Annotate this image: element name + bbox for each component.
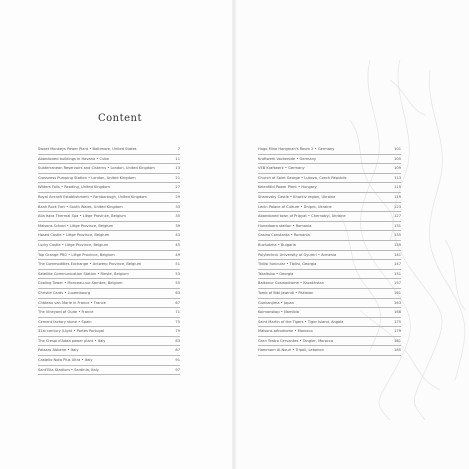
toc-entry[interactable] bbox=[38, 251, 180, 261]
toc-entry-title: Crossness Pumping Station • London, United Kingdom bbox=[38, 175, 136, 180]
toc-entry[interactable] bbox=[38, 337, 180, 347]
toc-entry[interactable] bbox=[258, 222, 401, 232]
toc-list-left bbox=[38, 145, 180, 375]
toc-entry-title: Hugo Mine Hangman's Room 2 • Germany bbox=[258, 147, 335, 151]
toc-entry[interactable] bbox=[38, 231, 180, 241]
toc-entry[interactable] bbox=[38, 279, 180, 289]
toc-entry-title: Kolmanskop • Namibia bbox=[258, 310, 299, 315]
toc-entry[interactable] bbox=[258, 318, 401, 328]
toc-entry-page: 43 bbox=[175, 233, 180, 238]
toc-entry-title: Château van Marle in France • France bbox=[38, 300, 106, 305]
toc-entry-title: Tskaltubo • Georgia bbox=[258, 271, 294, 276]
toc-entry[interactable] bbox=[258, 241, 401, 251]
toc-entry-title: Tomb of Bibi Jawindi • Pakistan bbox=[258, 290, 314, 295]
toc-entry-page: 45 bbox=[175, 242, 180, 247]
toc-entry[interactable] bbox=[258, 346, 401, 356]
toc-entry-title: Castello Noto Plus Ultra • Italy bbox=[38, 358, 93, 363]
toc-entry-page: 35 bbox=[175, 214, 180, 219]
toc-entry[interactable] bbox=[258, 212, 401, 222]
toc-entry-title: Kelenföld Power Plant • Hungary bbox=[258, 185, 317, 190]
toc-entry-title: Hammam Al-Nouri • Tripoli, Lebanon bbox=[258, 348, 324, 353]
toc-entry-title: Gran Teatro Cervantes • Tangier, Morocco bbox=[258, 338, 334, 343]
toc-entry-page: 185 bbox=[394, 348, 401, 353]
toc-entry-page: 21 bbox=[175, 175, 180, 180]
toc-entry-page: 123 bbox=[394, 204, 401, 209]
toc-entry[interactable] bbox=[258, 337, 401, 347]
toc-entry-title: Gunkanjima • Japan bbox=[258, 300, 294, 305]
toc-entry-page: 161 bbox=[394, 290, 401, 295]
toc-entry[interactable] bbox=[38, 270, 180, 280]
toc-entry[interactable] bbox=[258, 174, 401, 184]
toc-entry-page: 105 bbox=[394, 156, 401, 161]
toc-entry-page: 109 bbox=[394, 166, 401, 171]
toc-entry-page: 163 bbox=[394, 300, 401, 305]
toc-entry-page: 63 bbox=[175, 290, 180, 295]
toc-entry-page: 147 bbox=[394, 262, 401, 267]
toc-entry[interactable] bbox=[38, 222, 180, 232]
content-heading: Content bbox=[98, 113, 143, 124]
toc-entry-page: 181 bbox=[394, 338, 401, 343]
toc-entry[interactable] bbox=[38, 318, 180, 328]
toc-entry-page: 13 bbox=[175, 166, 180, 171]
toc-entry[interactable] bbox=[258, 279, 401, 289]
toc-entry-title: Sweet Monkeys Power Plant • Baltimore, United States bbox=[38, 147, 137, 151]
toc-entry-title: Tbilisi funicular • Tbilisi, Georgia bbox=[258, 262, 317, 267]
toc-entry-page: 168 bbox=[394, 310, 401, 315]
toc-entry-title: Satellite Communication Station • Rieste, Belgium bbox=[38, 271, 129, 276]
toc-entry-title: The Commodities Exchange • Antwerp Province, Belgium bbox=[38, 262, 142, 267]
toc-entry-title: Casino Constanța • Romania bbox=[258, 233, 310, 238]
toc-entry-title: Maisons aérodrome • Morocco bbox=[258, 329, 313, 334]
toc-entry[interactable] bbox=[38, 346, 180, 356]
toc-entry-title: Church of Saint George • Lukova, Czech Republic bbox=[258, 175, 347, 180]
toc-entry-page: 113 bbox=[394, 175, 401, 180]
toc-entry-page: 27 bbox=[175, 185, 180, 190]
toc-entry[interactable] bbox=[258, 289, 401, 299]
toc-entry-title: Witters Falls • Reading, United Kingdom bbox=[38, 185, 110, 190]
toc-entry-title: The Vineyard of Oude • France bbox=[38, 310, 94, 315]
toc-entry[interactable] bbox=[38, 164, 180, 174]
toc-entry-page: 39 bbox=[175, 223, 180, 228]
toc-entry-title: 31st century (Light • Portes Portugal bbox=[38, 329, 104, 334]
toc-entry-title: Lucky Castle • Liège Province, Belgium bbox=[38, 242, 109, 247]
toc-entry-title: Saint Martin of the Tigers • Tiger Island, Angola bbox=[258, 319, 344, 324]
toc-entry[interactable] bbox=[38, 145, 180, 155]
toc-entry[interactable] bbox=[38, 241, 180, 251]
toc-entry-title: Sant'Elia Stadium • Sardinia, Italy bbox=[38, 367, 99, 372]
toc-entry-page: 7 bbox=[177, 147, 180, 151]
toc-entry[interactable] bbox=[38, 308, 180, 318]
toc-entry-page: 91 bbox=[175, 358, 180, 363]
toc-entry[interactable] bbox=[258, 155, 401, 165]
toc-entry[interactable] bbox=[258, 251, 401, 261]
toc-entry[interactable] bbox=[258, 299, 401, 309]
toc-entry-page: 71 bbox=[175, 310, 180, 315]
toc-entry-page: 115 bbox=[394, 185, 401, 190]
toc-entry-title: VEB Kraftwerk • Germany bbox=[258, 166, 305, 171]
toc-entry[interactable] bbox=[258, 260, 401, 270]
toc-entry[interactable] bbox=[38, 289, 180, 299]
toc-entry-page: 87 bbox=[175, 348, 180, 353]
toc-entry[interactable] bbox=[258, 231, 401, 241]
toc-entry[interactable] bbox=[258, 193, 401, 203]
toc-entry-page: 79 bbox=[175, 329, 180, 334]
toc-entry-page: 97 bbox=[175, 367, 180, 372]
toc-entry-title: Kraftwerk Vockerode • Germany bbox=[258, 156, 317, 161]
toc-entry-page: 67 bbox=[175, 300, 180, 305]
toc-entry-page: 127 bbox=[394, 214, 401, 219]
toc-entry-title: The Crespi d'Adda power plant • Italy bbox=[38, 338, 106, 343]
toc-entry[interactable] bbox=[258, 183, 401, 193]
toc-entry-title: Bank Rock Fort • South Wales, United Kingdom bbox=[38, 204, 123, 209]
toc-entry[interactable] bbox=[38, 183, 180, 193]
toc-entry-title: Alla Iskra Thermal Spa • Liège Province, Belgium bbox=[38, 214, 126, 219]
toc-entry[interactable] bbox=[38, 356, 180, 366]
toc-entry-title: Cement factory stone • Spain bbox=[38, 319, 92, 324]
toc-entry-page: 175 bbox=[394, 319, 401, 324]
toc-entry-title: Palazzo Abbene • Italy bbox=[38, 348, 79, 353]
toc-entry-title: Maisons School • Liège Province, Belgium bbox=[38, 223, 114, 228]
book-gutter bbox=[232, 0, 236, 469]
toc-entry-title: Polytechnic University of Gyumri • Armenia bbox=[258, 252, 337, 257]
toc-entry[interactable] bbox=[38, 203, 180, 213]
toc-entry-page: 51 bbox=[175, 262, 180, 267]
toc-entry-title: Sharovsky Castle • Kharkiv region, Ukraine bbox=[258, 194, 336, 199]
toc-entry[interactable] bbox=[38, 212, 180, 222]
toc-entry[interactable] bbox=[258, 164, 401, 174]
toc-entry-title: Lenin Palace of Culture • Dnipro, Ukraine bbox=[258, 204, 332, 209]
toc-entry[interactable] bbox=[258, 145, 401, 155]
toc-entry[interactable] bbox=[38, 260, 180, 270]
toc-entry-page: 55 bbox=[175, 281, 180, 286]
toc-entry[interactable] bbox=[38, 299, 180, 309]
toc-entry-page: 33 bbox=[175, 204, 180, 209]
toc-entry-title: Abandoned town of Pripyat • Chernobyl, Ukraine bbox=[258, 214, 346, 219]
toc-entry-page: 131 bbox=[394, 223, 401, 228]
toc-entry-title: Subterranean Reservoirs and Cisterns • London, United Kingdom bbox=[38, 166, 155, 171]
toc-entry-title: Hunedoara station • Romania bbox=[258, 223, 312, 228]
toc-entry-title: Christie Cards • Luxembourg bbox=[38, 290, 90, 295]
toc-entry-title: Buzludzha • Bulgaria bbox=[258, 242, 296, 247]
toc-entry-page: 141 bbox=[394, 252, 401, 257]
toc-entry-title: Royal Aircraft Establishment • Farnborough, United Kingdom bbox=[38, 194, 147, 199]
toc-entry-page: 83 bbox=[175, 338, 180, 343]
toc-entry[interactable] bbox=[258, 308, 401, 318]
toc-entry-page: 119 bbox=[394, 194, 401, 199]
toc-entry-page: 179 bbox=[394, 329, 401, 334]
toc-entry-page: 29 bbox=[175, 194, 180, 199]
toc-entry-page: 139 bbox=[394, 242, 401, 247]
toc-entry[interactable] bbox=[38, 327, 180, 337]
toc-entry[interactable] bbox=[38, 174, 180, 184]
toc-entry-page: 11 bbox=[175, 156, 180, 161]
toc-entry[interactable] bbox=[38, 193, 180, 203]
toc-entry-title: Hosed Castle • Liège Province, Belgium bbox=[38, 233, 110, 238]
toc-entry-title: Cooling Tower • Monceau-sur-Sambre, Belgium bbox=[38, 281, 123, 286]
toc-entry-page: 53 bbox=[175, 271, 180, 276]
toc-entry[interactable] bbox=[258, 270, 401, 280]
toc-entry-title: Abandoned buildings in Havana • Cuba bbox=[38, 156, 109, 161]
toc-entry-page: 101 bbox=[394, 147, 401, 151]
toc-entry-page: 135 bbox=[394, 233, 401, 238]
toc-entry-page: 151 bbox=[394, 271, 401, 276]
toc-entry[interactable] bbox=[38, 155, 180, 165]
toc-entry[interactable] bbox=[38, 366, 180, 376]
toc-entry-page: 49 bbox=[175, 252, 180, 257]
toc-entry-page: 157 bbox=[394, 281, 401, 286]
toc-entry[interactable] bbox=[258, 203, 401, 213]
toc-entry-page: 75 bbox=[175, 319, 180, 324]
toc-list-right bbox=[258, 145, 401, 356]
toc-entry-title: Top Grange PRG • Liège Province, Belgium bbox=[38, 252, 115, 257]
toc-entry-title: Baikonur Cosmodrome • Kazakhstan bbox=[258, 281, 324, 286]
toc-entry[interactable] bbox=[258, 327, 401, 337]
